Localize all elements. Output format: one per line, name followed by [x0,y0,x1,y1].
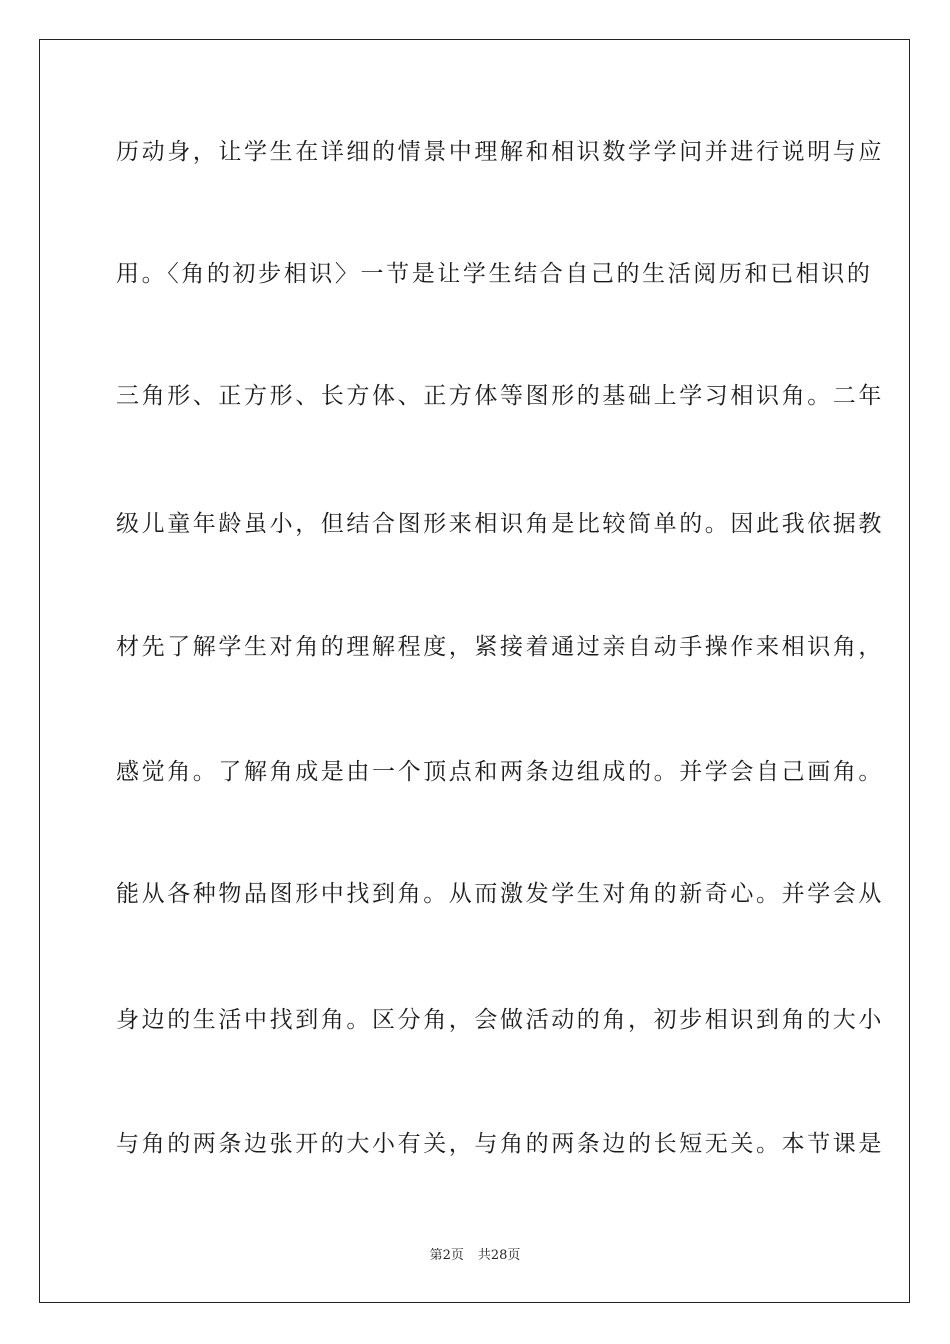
page-footer [0,1247,950,1265]
paragraph-line: 材先了解学生对角的理解程度，紧接着通过亲自动手操作来相识角， [116,634,884,660]
paragraph-line: 能从各种物品图形中找到角。从而激发学生对角的新奇心。并学会从 [116,881,884,907]
paragraph-line: 身边的生活中找到角。区分角，会做活动的角，初步相识到角的大小 [116,1007,884,1033]
paragraph-line: 级儿童年龄虽小，但结合图形来相识角是比较简单的。因此我依据教 [116,511,884,537]
page-number: 第2页 [429,1248,464,1263]
paragraph-line: 历动身，让学生在详细的情景中理解和相识数学学问并进行说明与应 [116,139,884,165]
paragraph-line: 感觉角。了解角成是由一个顶点和两条边组成的。并学会自己画角。 [116,759,884,785]
paragraph-line: 三角形、正方形、长方体、正方体等图形的基础上学习相识角。二年 [116,383,884,409]
paragraph-line: 用。〈角的初步相识〉一节是让学生结合自己的生活阅历和已相识的 [116,261,873,287]
page-total: 共28页 [477,1248,521,1263]
paragraph-line: 与角的两条边张开的大小有关，与角的两条边的长短无关。本节课是 [116,1131,884,1157]
page-border [39,39,910,1303]
